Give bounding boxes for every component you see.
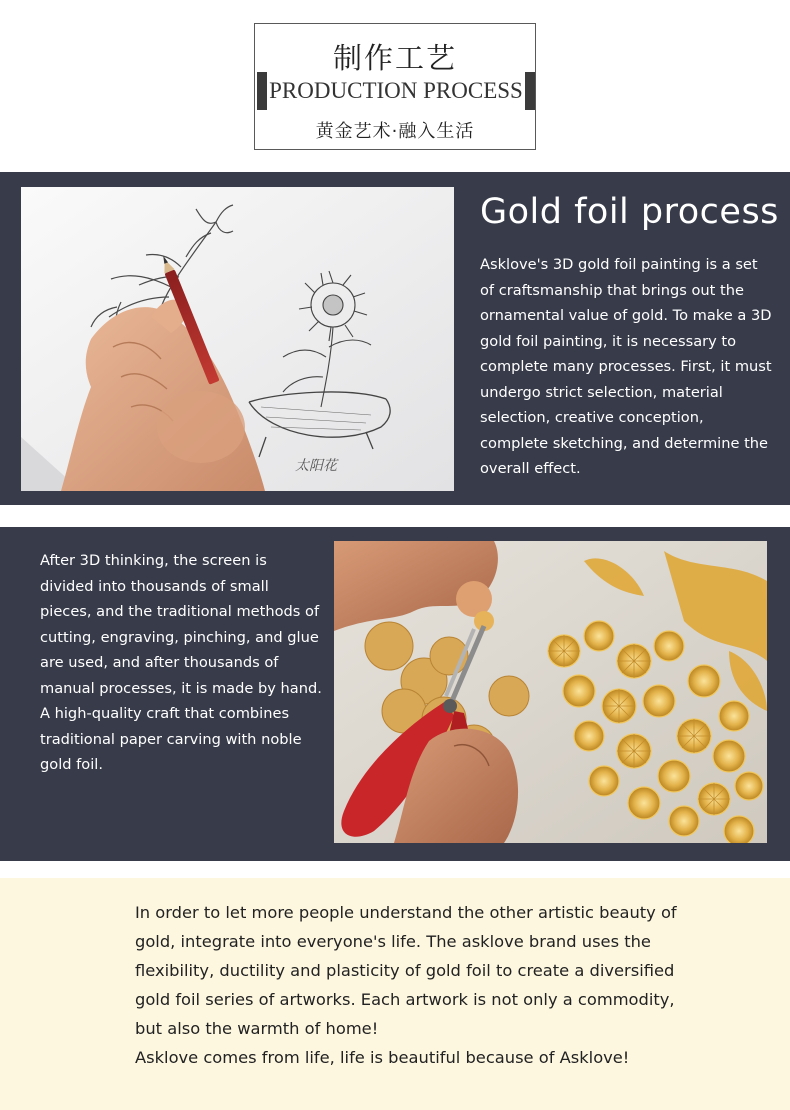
sketch-illustration	[21, 187, 454, 491]
statement-line: but also the warmth of home!	[135, 1019, 379, 1038]
statement-line: gold foil series of artworks. Each artwork is not only a commodity,	[135, 990, 675, 1009]
gold-foil-process-section	[0, 172, 790, 505]
brand-statement-section	[0, 878, 790, 1110]
title-box	[254, 23, 536, 150]
sketching-photo	[21, 187, 454, 491]
title-english-row	[255, 74, 537, 108]
statement-line: flexibility, ductility and plasticity of gold foil to create a diversified	[135, 961, 675, 980]
title-subtitle: 黄金艺术·融入生活	[315, 121, 475, 142]
section-description: Asklove's 3D gold foil painting is a set of craftsmanship that brings out the ornamental value of gold. To make a 3D gold foil painting, it is necessary to complete many processes. First, it must undergo strict selection, material selection, creative conception, complete sketching, and determine the overall effect.	[480, 256, 772, 477]
page-header	[0, 0, 790, 172]
statement-line: Asklove comes from life, life is beautiful because of Asklove!	[135, 1048, 630, 1067]
statement-line: gold, integrate into everyone's life. The asklove brand uses the	[135, 932, 651, 951]
title-right-bar	[525, 72, 535, 110]
title-chinese: 制作工艺	[332, 41, 457, 75]
gold-foil-cutting-photo	[334, 541, 767, 843]
statement-line: In order to let more people understand the other artistic beauty of	[135, 903, 677, 922]
brand-statement	[135, 898, 675, 1072]
section-description: After 3D thinking, the screen is divided into thousands of small pieces, and the traditional methods of cutting, engraving, pinching, and glue are used, and after thousands of manual processes, it is made by hand. A high-quality craft that combines traditional paper carving with noble gold foil.	[40, 552, 322, 773]
cutting-process-section	[0, 527, 790, 861]
sketch-signature: 太阳花	[295, 458, 337, 474]
cutting-illustration	[334, 541, 767, 843]
title-english: PRODUCTION PROCESS	[269, 78, 523, 103]
section-heading: Gold foil process	[480, 192, 779, 232]
